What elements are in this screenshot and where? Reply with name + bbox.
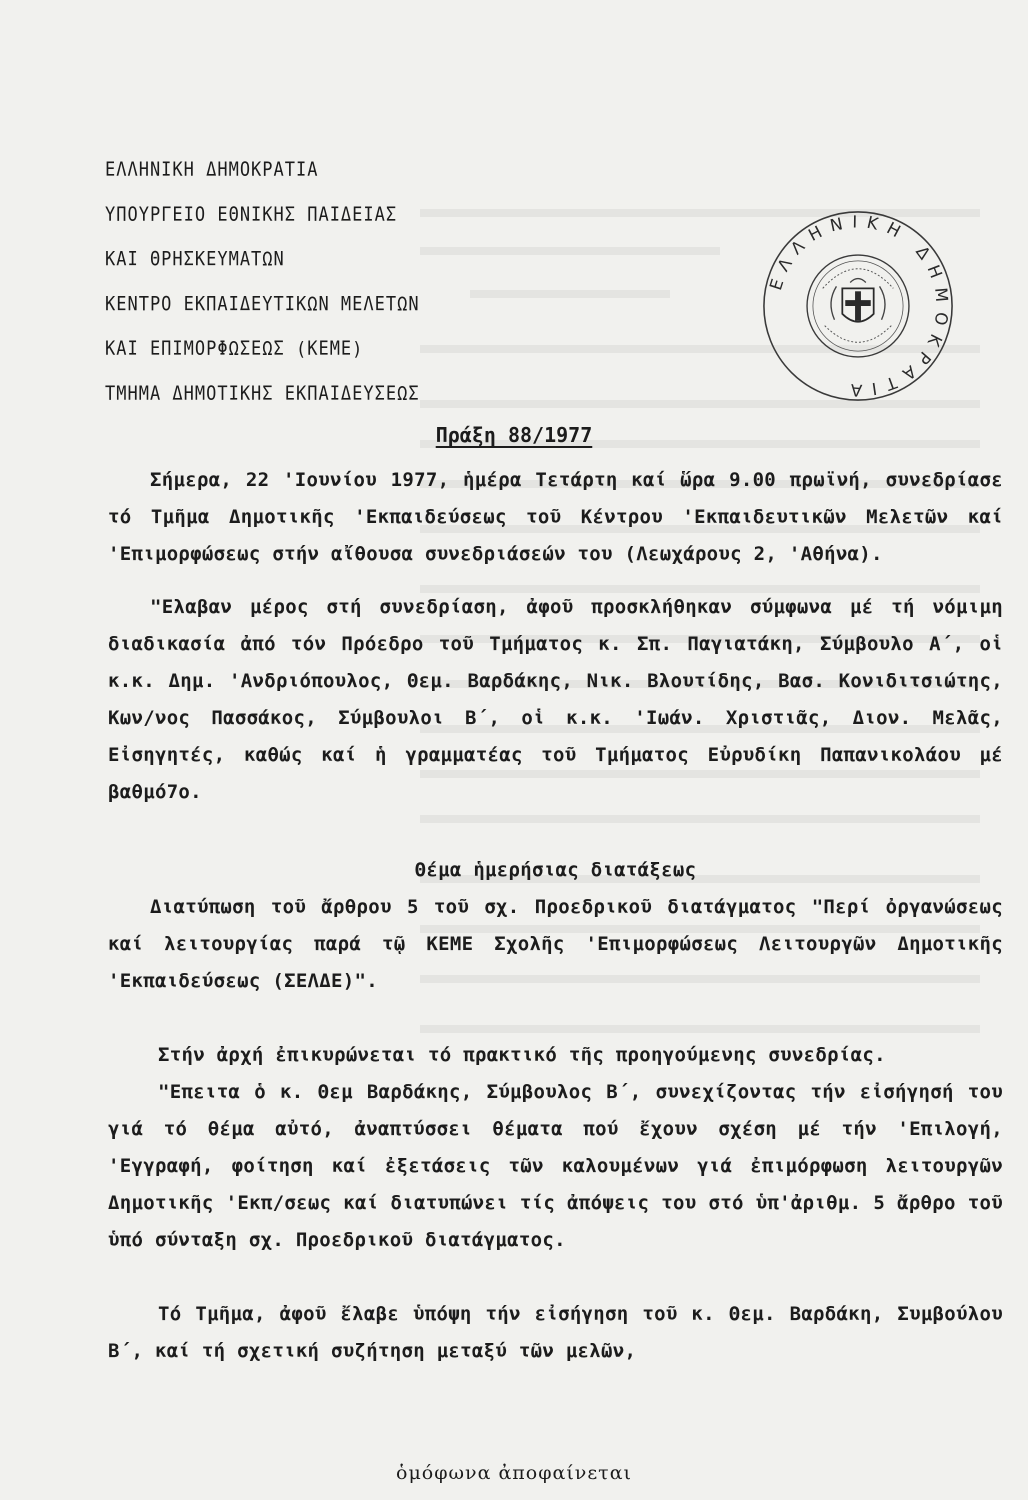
paragraph-conclusion: Τό Τμῆμα, ἀφοῦ ἔλαβε ὑπόψη τήν εἰσήγηση τοῦ κ. Θεμ. Βαρδάκη, Συμβούλου Β΄, καί τή σχετική συζήτηση μεταξύ τῶν μελῶν, [108,1303,1003,1362]
coat-of-arms-icon [831,279,885,322]
minutes-body [108,462,1003,1370]
letterhead [105,148,420,417]
official-seal-stamp [760,208,956,404]
seal-outer-text: ΕΛΛΗΝΙΚΗ ΔΗΜΟΚΡΑΤΙΑ [766,212,953,400]
letterhead-line: ΚΑΙ ΘΡΗΣΚΕΥΜΑΤΩΝ [105,248,285,272]
letterhead-line: ΥΠΟΥΡΓΕΙΟ ΕΘΝΙΚΗΣ ΠΑΙΔΕΙΑΣ [105,204,398,227]
letterhead-line: ΤΜΗΜΑ ΔΗΜΟΤΙΚΗΣ ΕΚΠΑΙΔΕΥΣΕΩΣ [105,383,420,406]
act-title: Πράξη 88/1977 [435,423,593,447]
letterhead-line: ΚΑΙ ΕΠΙΜΟΡΦΩΣΕΩΣ (ΚΕΜΕ) [105,338,364,361]
paragraph-attendees: "Ελαβαν μέρος στή συνεδρίαση, ἀφοῦ προσκλήθηκαν σύμφωνα μέ τή νόμιμη διαδικασία ἀπό τόν Πρόεδρο τοῦ Τμήματος κ. Σπ. Παγιατάκη, Σύμβουλο Α΄, οἱ κ.κ. Δημ. 'Ανδριόπουλος, Θεμ. Βαρδάκης, Νικ. Βλουτίδης, Βασ. Κονιδιτσιώτης, Κων/νος Πασσάκος, Σύμβουλοι Β΄, οἱ κ.κ. 'Ιωάν. Χριστιᾶς, Διον. Μελᾶς, Εἰσηγητές, καθώς καί ἡ γραμματέας τοῦ Τμήματος Εὐρυδίκη Παπανικολάου μέ βαθμό7ο. [108,596,1003,803]
decision-line: ὁμόφωνα ἀποφαίνεται [396,1462,632,1484]
paragraph-opening: Σήμερα, 22 'Ιουνίου 1977, ἡμέρα Τετάρτη καί ὥρα 9.00 πρωϊνή, συνεδρίασε τό Τμῆμα Δημοτικῆς 'Εκπαιδεύσεως τοῦ Κέντρου 'Εκπαιδευτικῶν Μελετῶν καί 'Επιμορφώσεως στήν αἴθουσα συνεδριάσεών του (Λεωχάρους 2, 'Αθήνα). [108,469,1003,565]
agenda-text: Διατύπωση τοῦ ἄρθρου 5 τοῦ σχ. Προεδρικοῦ διατάγματος "Περί ὀργανώσεως καί λειτουργίας παρά τῷ ΚΕΜΕ Σχολῆς 'Επιμορφώσεως Λειτουργῶν Δημοτικῆς 'Εκπαιδεύσεως (ΣΕΛΔΕ)". [108,896,1003,992]
paragraph-ratification: Στήν ἀρχή ἐπικυρώνεται τό πρακτικό τῆς προηγούμενης συνεδρίας. [158,1044,886,1066]
letterhead-line: ΕΛΛΗΝΙΚΗ ΔΗΜΟΚΡΑΤΙΑ [105,159,319,182]
letterhead-line: ΚΕΝΤΡΟ ΕΚΠΑΙΔΕΥΤΙΚΩΝ ΜΕΛΕΤΩΝ [105,293,420,316]
agenda-heading: Θέμα ἡμερήσιας διατάξεως [414,859,697,881]
paragraph-report: "Επειτα ὁ κ. Θεμ Βαρδάκης, Σύμβουλος Β΄, συνεχίζοντας τήν εἰσήγησή του γιά τό θέμα αὐτό, ἀναπτύσσει θέματα πού ἔχουν σχέση μέ τήν 'Επιλογή, 'Εγγραφή, φοίτηση καί ἐξετάσεις τῶν καλουμένων γιά ἐπιμόρφωση λειτουργῶν Δημοτικῆς 'Εκπ/σεως καί διατυπώνει τίς ἀπόψεις του στό ὑπ'ἀριθμ. 5 ἄρθρο τοῦ ὑπό σύνταξη σχ. Προεδρικοῦ διατάγματος. [108,1081,1003,1251]
